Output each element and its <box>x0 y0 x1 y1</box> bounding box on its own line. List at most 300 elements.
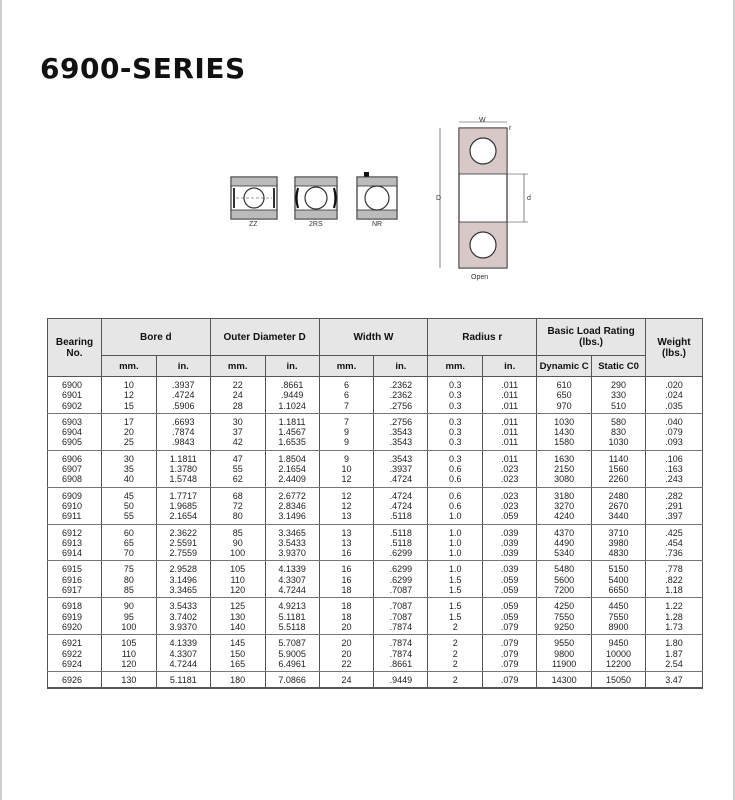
cell-value: 0.3 <box>449 437 462 448</box>
cell-value: .8661 <box>280 380 304 390</box>
cell-value: 35 <box>123 464 134 475</box>
cell-value: 1.4567 <box>278 427 306 438</box>
cell-value: 1.9685 <box>169 500 198 511</box>
cell-value: 1.5 <box>449 601 462 612</box>
cell-value: .9843 <box>172 437 195 448</box>
table-cell <box>428 635 483 672</box>
cell-value: 1030 <box>554 416 575 427</box>
cell-value: 5.1181 <box>278 611 306 622</box>
table-cell <box>483 377 537 414</box>
cell-value: 15050 <box>606 675 632 686</box>
cell-value: 6912 <box>62 527 83 538</box>
table-cell <box>483 598 537 635</box>
radius-header: Radius r <box>428 319 537 356</box>
table-cell <box>537 635 592 672</box>
table-cell <box>156 672 210 689</box>
cell-value: 0.3 <box>449 400 462 411</box>
cell-value: .822 <box>665 574 683 585</box>
table-cell <box>210 561 265 598</box>
cell-value: 105 <box>230 564 246 575</box>
cell-value: 830 <box>611 427 627 438</box>
cell-value: .9449 <box>280 390 304 401</box>
cell-value: 6922 <box>62 648 83 659</box>
table-cell <box>210 635 265 672</box>
cell-value: 6903 <box>62 416 83 427</box>
cell-value: 6919 <box>62 611 83 622</box>
cell-value: 6914 <box>62 548 83 559</box>
table-cell <box>156 561 210 598</box>
table-cell <box>537 672 592 689</box>
cell-value: 10000 <box>606 648 632 659</box>
cell-value: .011 <box>501 400 519 411</box>
cell-value: 3710 <box>608 527 629 538</box>
cell-value: .6693 <box>172 416 195 427</box>
cell-value: .7874 <box>172 427 195 438</box>
cell-value: 6907 <box>62 464 83 475</box>
cell-value: 80 <box>232 511 243 522</box>
cell-value: 1.5748 <box>169 474 198 485</box>
cell-value: .039 <box>500 548 519 559</box>
cell-value: 68 <box>232 490 243 501</box>
cell-value: 6904 <box>62 427 83 438</box>
cell-value: .059 <box>500 611 519 622</box>
table-cell <box>483 524 537 561</box>
cell-value: 55 <box>232 464 243 475</box>
cell-value: 1.0 <box>449 548 462 559</box>
table-cell <box>156 524 210 561</box>
table-cell <box>428 450 483 487</box>
cell-value: 1430 <box>554 427 575 438</box>
table-cell <box>319 635 374 672</box>
cell-value: .425 <box>665 527 683 538</box>
cell-value: .020 <box>665 380 683 390</box>
cell-value: 90 <box>232 537 243 548</box>
cell-value: 105 <box>121 638 137 649</box>
cell-value: .011 <box>501 380 519 390</box>
cell-value: 2.54 <box>665 658 683 669</box>
table-cell <box>646 377 703 414</box>
cell-value: 3.1496 <box>169 574 198 585</box>
cell-value: 80 <box>123 574 134 585</box>
table-cell <box>592 377 646 414</box>
table-cell <box>265 524 319 561</box>
cell-value: .059 <box>500 511 519 522</box>
cell-value: 3.47 <box>665 675 683 686</box>
cell-value: .4724 <box>172 390 195 401</box>
cell-value: 22 <box>232 380 243 390</box>
cell-value: 13 <box>341 511 352 522</box>
cell-value: 1.22 <box>665 601 683 612</box>
cell-value: 3270 <box>554 500 575 511</box>
cell-value: 62 <box>232 474 243 485</box>
cell-value: 9 <box>344 437 350 448</box>
cell-value: 9450 <box>608 638 629 649</box>
cell-value: 9250 <box>554 621 575 632</box>
cell-value: 18 <box>341 601 352 612</box>
cell-value: 4.7244 <box>169 658 198 669</box>
cell-value: .3543 <box>389 453 413 464</box>
table-cell <box>319 377 374 414</box>
cell-value: 2.9528 <box>169 564 198 575</box>
table-cell <box>537 524 592 561</box>
cell-value: 6917 <box>62 585 83 596</box>
table-cell <box>48 524 102 561</box>
table-cell <box>646 561 703 598</box>
cell-value: .011 <box>501 416 519 427</box>
table-cell <box>592 487 646 524</box>
cell-value: 6 <box>344 380 350 390</box>
cell-value: 3.3465 <box>278 527 306 538</box>
cell-value: 2 <box>452 648 458 659</box>
cell-value: .024 <box>665 390 683 401</box>
cell-value: 75 <box>123 564 134 575</box>
table-cell <box>483 672 537 689</box>
cell-value: .023 <box>500 474 519 485</box>
cell-value: .397 <box>665 511 683 522</box>
cell-value: 7 <box>344 400 350 411</box>
table-cell <box>374 598 428 635</box>
cell-value: 30 <box>232 416 243 427</box>
cell-value: 7.0866 <box>278 675 306 686</box>
table-cell <box>265 377 319 414</box>
cell-value: 28 <box>232 400 243 411</box>
cell-value: .7874 <box>389 638 413 649</box>
cell-value: 5.5118 <box>278 621 306 632</box>
cell-value: 12 <box>123 390 134 401</box>
cell-value: 580 <box>611 416 627 427</box>
cell-value: 40 <box>123 474 134 485</box>
table-cell <box>428 413 483 450</box>
dynamic-c-header: Dynamic C <box>537 356 592 377</box>
table-cell <box>374 487 428 524</box>
table-cell <box>265 561 319 598</box>
cell-value: .079 <box>500 621 519 632</box>
zz-label: ZZ <box>249 221 258 228</box>
cell-value: 6921 <box>62 638 83 649</box>
cell-value: 1580 <box>554 437 575 448</box>
table-row <box>48 561 703 598</box>
cell-value: 0.3 <box>449 416 462 427</box>
table-row <box>48 598 703 635</box>
cell-value: 47 <box>232 453 243 464</box>
cell-value: .5118 <box>389 511 412 522</box>
cell-value: .039 <box>500 564 519 575</box>
table-cell <box>537 450 592 487</box>
cell-value: 120 <box>230 585 246 596</box>
cell-value: 3180 <box>554 490 575 501</box>
cell-value: 5600 <box>554 574 575 585</box>
table-cell <box>156 413 210 450</box>
cell-value: 7550 <box>554 611 575 622</box>
cell-value: .040 <box>665 416 683 427</box>
cell-value: .059 <box>500 601 519 612</box>
specifications-table <box>47 318 703 689</box>
table-cell <box>374 672 428 689</box>
cell-value: 16 <box>341 564 352 575</box>
table-cell <box>319 450 374 487</box>
cell-value: 5.9005 <box>278 648 306 659</box>
cell-value: 12 <box>341 474 352 485</box>
cell-value: 30 <box>123 453 134 464</box>
cell-value: 6913 <box>62 537 83 548</box>
cell-value: .106 <box>665 453 683 464</box>
cell-value: 11900 <box>551 658 577 669</box>
cell-value: 18 <box>341 611 352 622</box>
cell-value: 24 <box>341 675 352 686</box>
cell-value: 2150 <box>554 464 575 475</box>
cell-value: 4.9213 <box>278 601 306 612</box>
cell-value: 50 <box>123 500 134 511</box>
cell-value: 6900 <box>62 380 83 390</box>
cell-value: .7087 <box>389 611 413 622</box>
cell-value: 6 <box>344 390 350 401</box>
cell-value: 90 <box>123 601 134 612</box>
cell-value: 12200 <box>606 658 632 669</box>
cell-value: 2 <box>452 638 458 649</box>
bearing-no-header: Bearing No. <box>48 319 102 377</box>
cell-value: .6299 <box>389 564 413 575</box>
cell-value: 6906 <box>62 453 83 464</box>
cell-value: 1.5 <box>449 611 462 622</box>
cell-value: 22 <box>341 658 352 669</box>
table-cell <box>646 598 703 635</box>
table-cell <box>101 598 156 635</box>
table-row <box>48 413 703 450</box>
table-cell <box>265 672 319 689</box>
cell-value: .3937 <box>389 464 413 475</box>
table-cell <box>646 413 703 450</box>
page-title: 6900-SERIES <box>40 52 246 85</box>
cell-value: 5480 <box>554 564 575 575</box>
table-row <box>48 377 703 414</box>
table-body <box>48 377 703 689</box>
cell-value: .023 <box>500 464 519 475</box>
outer-diameter-header: Outer Diameter D <box>210 319 319 356</box>
cell-value: 1.0 <box>449 537 462 548</box>
cell-value: 13 <box>341 527 352 538</box>
table-cell <box>210 377 265 414</box>
table-cell <box>319 487 374 524</box>
cell-value: 1.0 <box>449 564 462 575</box>
cell-value: 4.1339 <box>278 564 306 575</box>
table-cell <box>210 598 265 635</box>
table-cell <box>319 672 374 689</box>
cell-value: .4724 <box>389 500 413 511</box>
cell-value: 2260 <box>608 474 629 485</box>
table-cell <box>265 487 319 524</box>
cell-value: 130 <box>121 675 137 686</box>
cell-value: 16 <box>341 548 352 559</box>
table-cell <box>48 377 102 414</box>
cell-value: 5.1181 <box>169 675 197 686</box>
table-cell <box>210 413 265 450</box>
cell-value: 1.3780 <box>169 464 198 475</box>
cell-value: 0.3 <box>449 380 462 390</box>
cell-value: 1.0 <box>449 511 462 522</box>
cell-value: 150 <box>230 648 246 659</box>
cell-value: 2 <box>452 621 458 632</box>
table-cell <box>48 561 102 598</box>
cell-value: 17 <box>123 416 134 427</box>
cell-value: .023 <box>500 490 519 501</box>
cell-value: 70 <box>123 548 134 559</box>
cell-value: 100 <box>230 548 246 559</box>
cell-value: 180 <box>230 675 246 686</box>
cell-value: 7 <box>344 416 350 427</box>
table-cell <box>48 635 102 672</box>
cell-value: 3.7402 <box>169 611 198 622</box>
cell-value: .2756 <box>389 416 413 427</box>
cell-value: 3.9370 <box>169 621 198 632</box>
table-cell <box>374 450 428 487</box>
cell-value: .011 <box>501 390 519 401</box>
cell-value: 9 <box>344 453 350 464</box>
cell-value: 1.87 <box>665 648 683 659</box>
cell-value: 0.6 <box>449 490 462 501</box>
table-cell <box>592 524 646 561</box>
cell-value: 60 <box>123 527 134 538</box>
cell-value: 1030 <box>608 437 629 448</box>
table-cell <box>428 672 483 689</box>
open-caption: Open <box>471 274 489 281</box>
cell-value: 18 <box>341 585 352 596</box>
cell-value: 1630 <box>554 453 575 464</box>
cell-value: 6908 <box>62 474 83 485</box>
cell-value: 2.3622 <box>169 527 198 538</box>
cell-value: 10 <box>341 464 352 475</box>
table-cell <box>101 561 156 598</box>
cell-value: 7550 <box>608 611 629 622</box>
cell-value: 45 <box>123 490 134 501</box>
table-cell <box>592 635 646 672</box>
cell-value: 55 <box>123 511 134 522</box>
cell-value: 650 <box>556 390 572 401</box>
cell-value: 2.4409 <box>278 474 306 485</box>
cross-section-diagram <box>428 114 538 278</box>
cell-value: 1140 <box>608 453 629 464</box>
cell-value: 1.1024 <box>278 400 306 411</box>
table-cell <box>48 487 102 524</box>
cell-value: .039 <box>500 537 519 548</box>
cell-value: .079 <box>500 648 519 659</box>
table-cell <box>101 450 156 487</box>
cell-value: 4.3307 <box>169 648 198 659</box>
zz-bearing-diagram <box>230 176 278 220</box>
cell-value: 165 <box>230 658 246 669</box>
cell-value: 6915 <box>62 564 83 575</box>
width-in-header: in. <box>374 356 428 377</box>
cell-value: 2.1654 <box>278 464 306 475</box>
cell-value: 330 <box>611 390 627 401</box>
table-cell <box>210 672 265 689</box>
cell-value: 7200 <box>554 585 575 596</box>
table-cell <box>374 377 428 414</box>
cell-value: .2362 <box>389 380 413 390</box>
table-cell <box>156 487 210 524</box>
cell-value: 610 <box>556 380 572 390</box>
table-cell <box>537 598 592 635</box>
cell-value: .079 <box>500 638 519 649</box>
cell-value: .035 <box>665 400 683 411</box>
cell-value: 6911 <box>62 511 82 522</box>
cell-value: 12 <box>341 500 352 511</box>
nr-bearing-diagram <box>356 172 398 220</box>
cell-value: .9449 <box>389 675 413 686</box>
table-cell <box>537 413 592 450</box>
cell-value: 2670 <box>608 500 629 511</box>
cell-value: 4370 <box>554 527 575 538</box>
cell-value: 4240 <box>554 511 575 522</box>
cell-value: .011 <box>501 427 519 438</box>
table-row <box>48 635 703 672</box>
table-cell <box>592 598 646 635</box>
table-cell <box>48 450 102 487</box>
table-cell <box>374 524 428 561</box>
cell-value: 9800 <box>554 648 575 659</box>
table-cell <box>483 561 537 598</box>
cell-value: 5340 <box>554 548 575 559</box>
cell-value: 13 <box>341 537 352 548</box>
table-cell <box>537 487 592 524</box>
cell-value: .3937 <box>172 380 195 390</box>
cell-value: 3.5433 <box>278 537 306 548</box>
cell-value: 6650 <box>608 585 629 596</box>
cell-value: 1.18 <box>665 585 683 596</box>
table-cell <box>319 561 374 598</box>
cell-value: .079 <box>500 675 519 686</box>
cell-value: 0.6 <box>449 464 462 475</box>
cell-value: 4250 <box>554 601 575 612</box>
cell-value: 1.5 <box>449 585 462 596</box>
cell-value: 3.9370 <box>278 548 306 559</box>
cell-value: .6299 <box>389 548 413 559</box>
table-cell <box>210 450 265 487</box>
table-cell <box>319 598 374 635</box>
cell-value: 1.1811 <box>169 453 197 464</box>
cell-value: .778 <box>665 564 683 575</box>
cell-value: 6.4961 <box>278 658 306 669</box>
bore-header: Bore d <box>101 319 210 356</box>
cell-value: 6920 <box>62 621 83 632</box>
table-cell <box>646 524 703 561</box>
table-cell <box>48 672 102 689</box>
2rs-label: 2RS <box>309 221 323 228</box>
table-cell <box>210 524 265 561</box>
cell-value: 2.8346 <box>278 500 306 511</box>
cell-value: 0.3 <box>449 427 462 438</box>
cell-value: 20 <box>341 621 352 632</box>
table-cell <box>156 377 210 414</box>
cell-value: .011 <box>501 453 519 464</box>
cell-value: 1.1811 <box>278 416 306 427</box>
cell-value: 15 <box>123 400 134 411</box>
cell-value: 2.5591 <box>169 537 198 548</box>
table-cell <box>428 487 483 524</box>
cell-value: 1.80 <box>665 638 683 649</box>
cell-value: .059 <box>500 585 519 596</box>
cell-value: .059 <box>500 574 519 585</box>
bore-in-header: in. <box>156 356 210 377</box>
cell-value: 4490 <box>554 537 575 548</box>
cell-value: 3.5433 <box>169 601 198 612</box>
table-row <box>48 450 703 487</box>
load-rating-header: Basic Load Rating (lbs.) <box>537 319 646 356</box>
width-mm-header: mm. <box>319 356 374 377</box>
cell-value: 6918 <box>62 601 83 612</box>
width-header: Width W <box>319 319 428 356</box>
table-cell <box>592 672 646 689</box>
cell-value: 65 <box>123 537 134 548</box>
